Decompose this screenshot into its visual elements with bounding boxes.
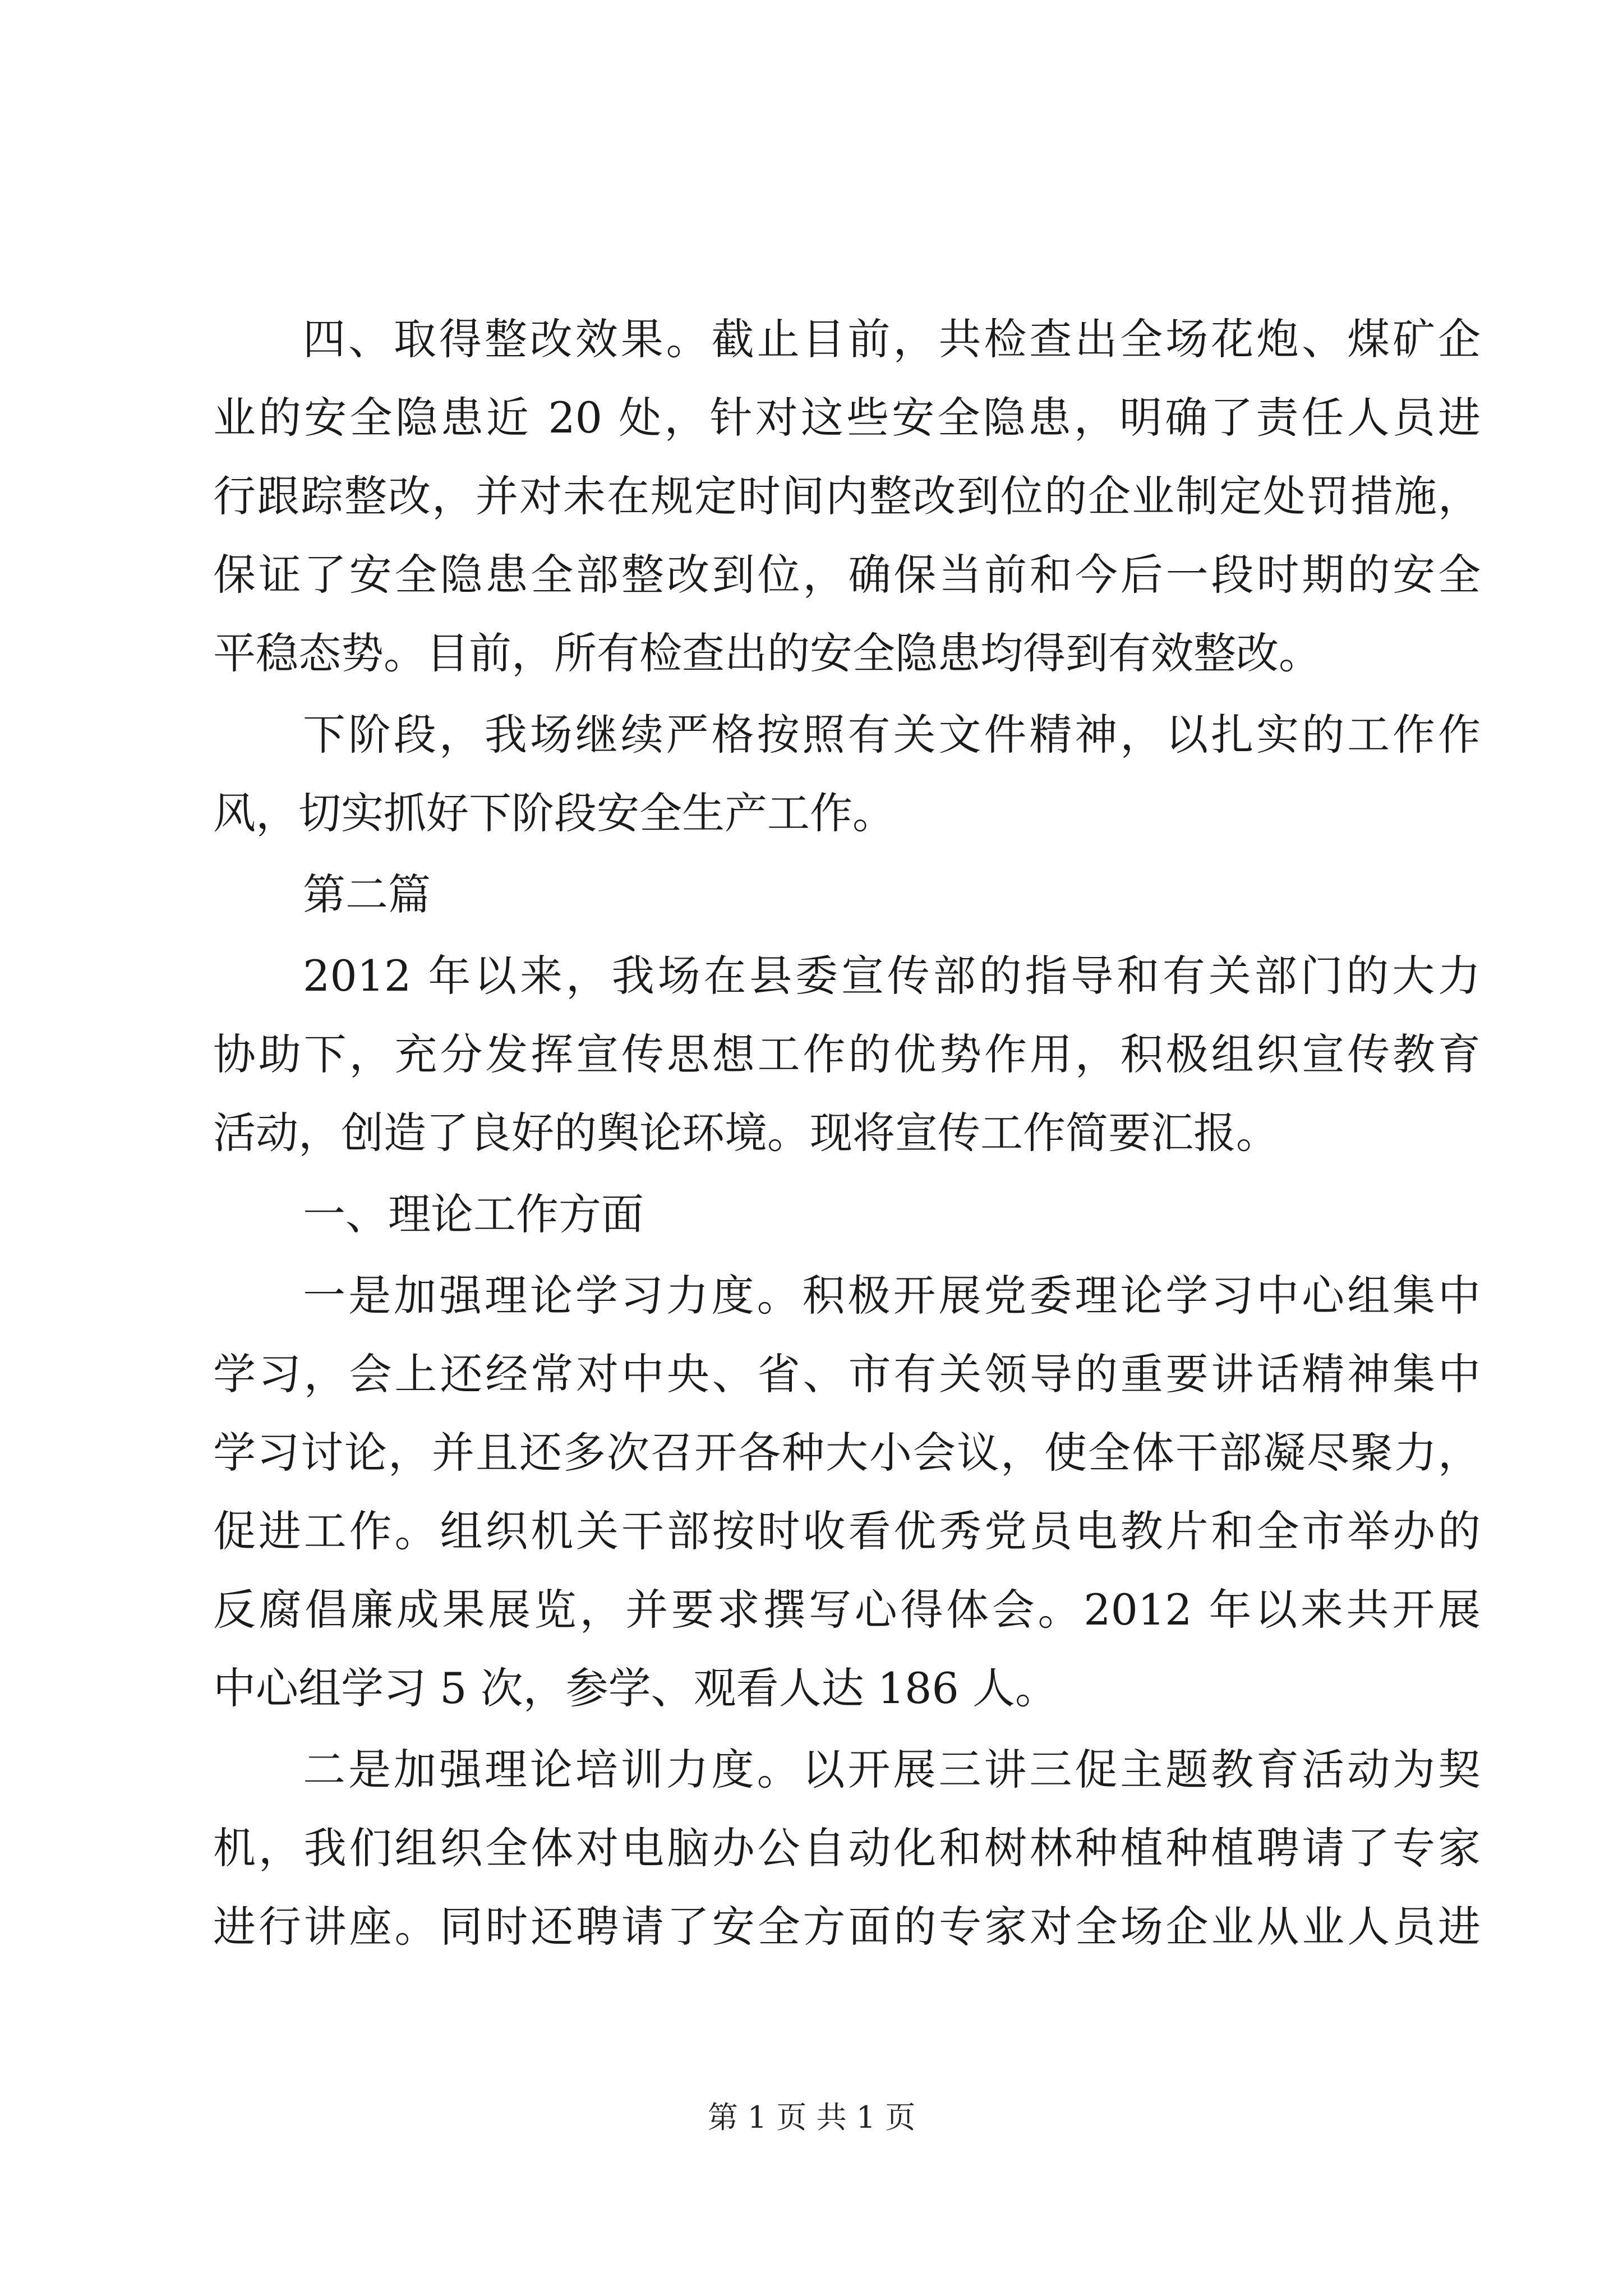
body-text-line: 业的安全隐患近 20 处，针对这些安全隐患，明确了责任人员进 xyxy=(213,393,1481,443)
body-text-line: 中心组学习 5 次，参学、观看人达 186 人。 xyxy=(213,1663,1058,1713)
body-text-line: 活动，创造了良好的舆论环境。现将宣传工作简要汇报。 xyxy=(213,1108,1279,1158)
subsection-heading: 一、理论工作方面 xyxy=(303,1189,644,1239)
body-text-line: 平稳态势。目前，所有检查出的安全隐患均得到有效整改。 xyxy=(213,628,1321,678)
body-text-line: 学习讨论，并且还多次召开各种大小会议，使全体干部凝尽聚力， xyxy=(213,1428,1481,1478)
body-text-line: 反腐倡廉成果展览，并要求撰写心得体会。2012 年以来共开展 xyxy=(213,1585,1481,1635)
body-text-line: 促进工作。组织机关干部按时收看优秀党员电教片和全市举办的 xyxy=(213,1506,1481,1556)
body-text-line: 二是加强理论培训力度。以开展三讲三促主题教育活动为契 xyxy=(303,1745,1481,1795)
body-text-line: 协助下，充分发挥宣传思想工作的优势作用，积极组织宣传教育 xyxy=(213,1029,1481,1079)
page-number-footer: 第 1 页 共 1 页 xyxy=(707,2100,916,2135)
body-text-line: 进行讲座。同时还聘请了安全方面的专家对全场企业从业人员进 xyxy=(213,1902,1481,1952)
body-text-line: 一是加强理论学习力度。积极开展党委理论学习中心组集中 xyxy=(303,1271,1481,1320)
body-text-line: 2012 年以来，我场在县委宣传部的指导和有关部门的大力 xyxy=(303,951,1481,1001)
body-text-line: 学习，会上还经常对中央、省、市有关领导的重要讲话精神集中 xyxy=(213,1349,1481,1399)
body-text-line: 机，我们组织全体对电脑办公自动化和树林种植种植聘请了专家 xyxy=(213,1823,1481,1873)
body-text-line: 四、取得整改效果。截止目前，共检查出全场花炮、煤矿企 xyxy=(303,314,1481,364)
section-heading: 第二篇 xyxy=(303,869,431,919)
body-text-line: 保证了安全隐患全部整改到位，确保当前和今后一段时期的安全 xyxy=(213,550,1481,600)
body-text-line: 下阶段，我场继续严格按照有关文件精神，以扎实的工作作 xyxy=(303,710,1481,760)
body-text-line: 风，切实抓好下阶段安全生产工作。 xyxy=(213,788,895,838)
body-text-line: 行跟踪整改，并对未在规定时间内整改到位的企业制定处罚措施， xyxy=(213,471,1481,521)
